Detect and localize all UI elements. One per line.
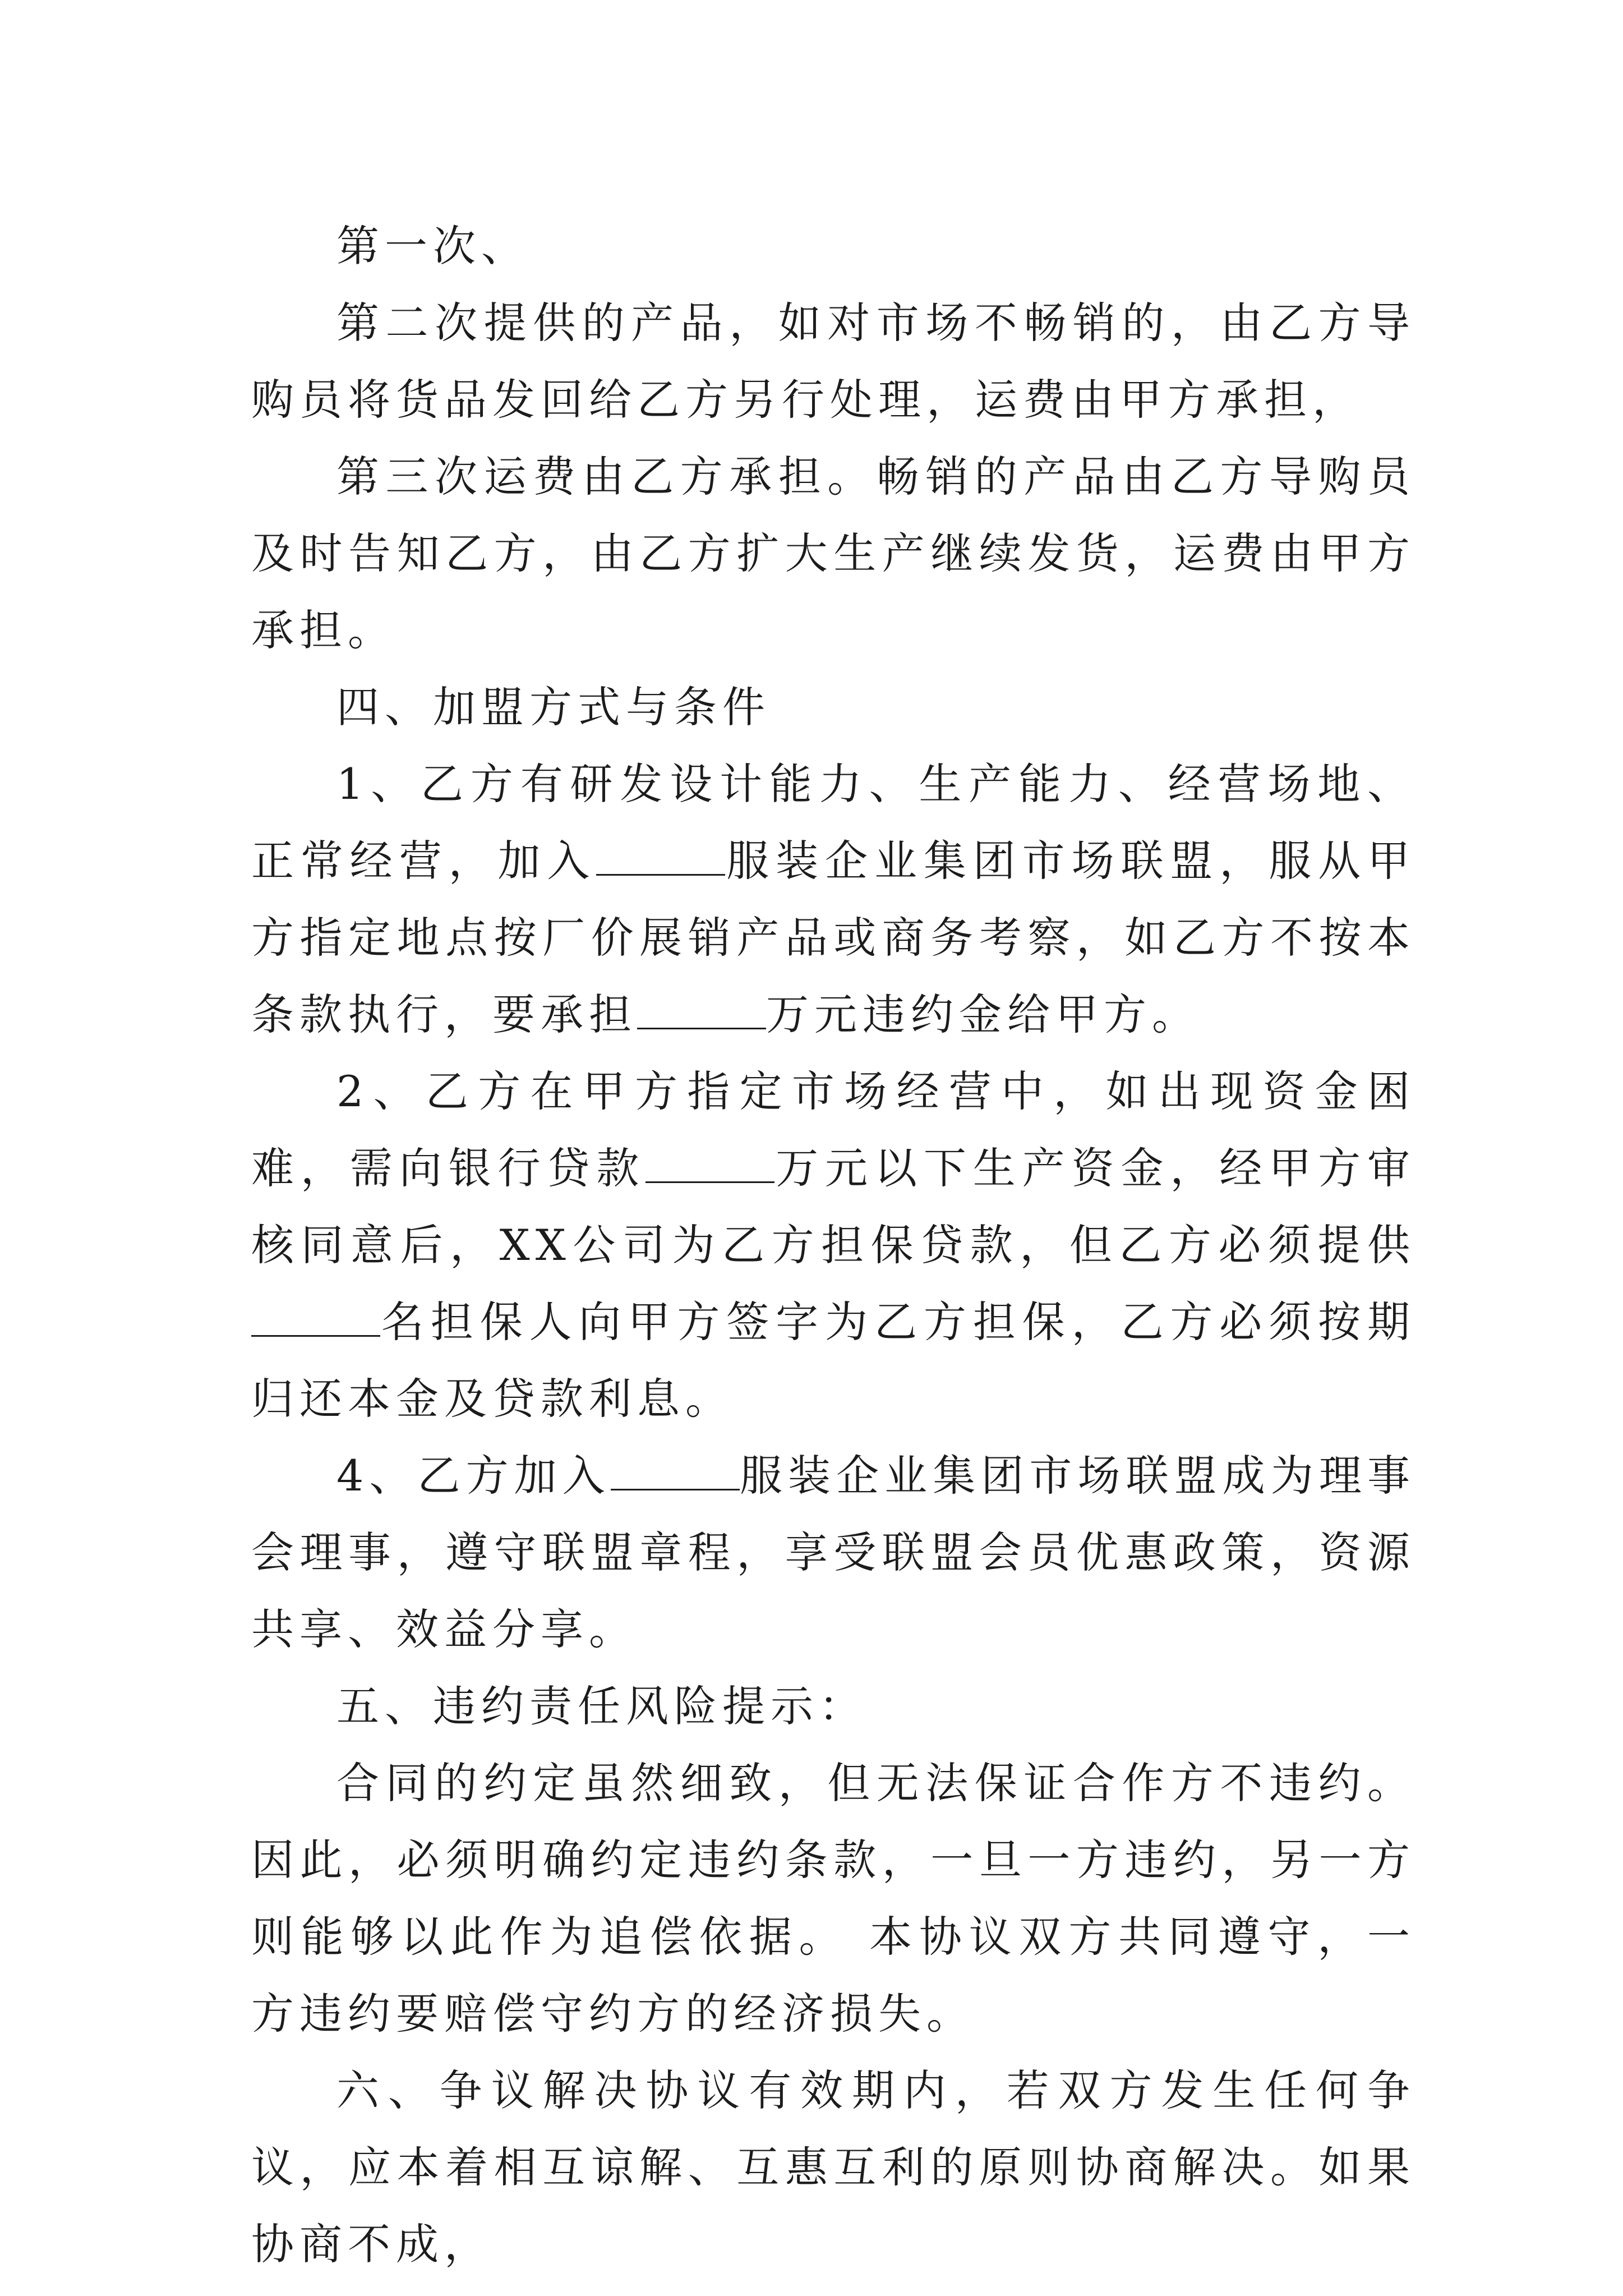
paragraph-breach: 合同的约定虽然细致，但无法保证合作方不违约。因此，必须明确约定违约条款，一旦一方违约，另一方则能够以此作为追偿依据。 本协议双方共同遵守，一方违约要赔偿守约方的经济损失。 [251,1758,1415,2039]
fill-in-blank [645,1141,774,1183]
section-heading-5: 五、违约责任风险提示： [336,1681,867,1731]
section-heading-4: 四、加盟方式与条件 [336,682,771,732]
fill-in-blank [611,1448,740,1490]
fill-in-blank [596,834,725,876]
clause-1 [251,746,1415,1053]
clause-2 [251,1053,1415,1437]
paragraph-1: 第一次、 [336,221,529,271]
clause-1-text-c: 万元违约金给甲方。 [766,990,1200,1039]
paragraph-2: 第二次提供的产品，如对市场不畅销的，由乙方导购员将货品发回给乙方另行处理，运费由甲方承担， [251,298,1415,425]
fill-in-blank [637,987,766,1029]
paragraph-3: 第三次运费由乙方承担。畅销的产品由乙方导购员及时告知乙方，由乙方扩大生产继续发货，运费由甲方承担。 [251,452,1415,655]
clause-2-text-a: 2、乙方在甲方指定市场经营中，如出现资金困难，需向银行贷款 [251,1066,1415,1193]
clause-4-text-b: 服装企业集团市场联盟成为理事会理事，遵守联盟章程，享受联盟会员优惠政策，资源共享、效益分享。 [251,1451,1416,1654]
clause-1-text-a: 1、乙方有研发设计能力、生产能力、经营场地、正常经营，加入 [251,759,1415,886]
clause-4 [251,1437,1415,1668]
clause-1-text-b: 服装企业集团市场联盟，服从甲方指定地点按厂价展销产品或商务考察，如乙方不按本条款执行，要承担 [251,836,1416,1039]
clause-2-text-b: 万元以下生产资金，经甲方审核同意后，XX公司为乙方担保贷款，但乙方必须提供 [251,1143,1416,1270]
document-body [251,208,1415,2283]
section-heading-6: 六、争议解决协议有效期内，若双方发生任何争议，应本着相互谅解、互惠互利的原则协商解决。如果协商不成， [251,2065,1415,2269]
clause-2-text-c: 名担保人向甲方签字为乙方担保，乙方必须按期归还本金及贷款利息。 [251,1297,1415,1424]
fill-in-blank [251,1295,380,1337]
clause-4-text-a: 4、乙方加入 [336,1451,611,1501]
